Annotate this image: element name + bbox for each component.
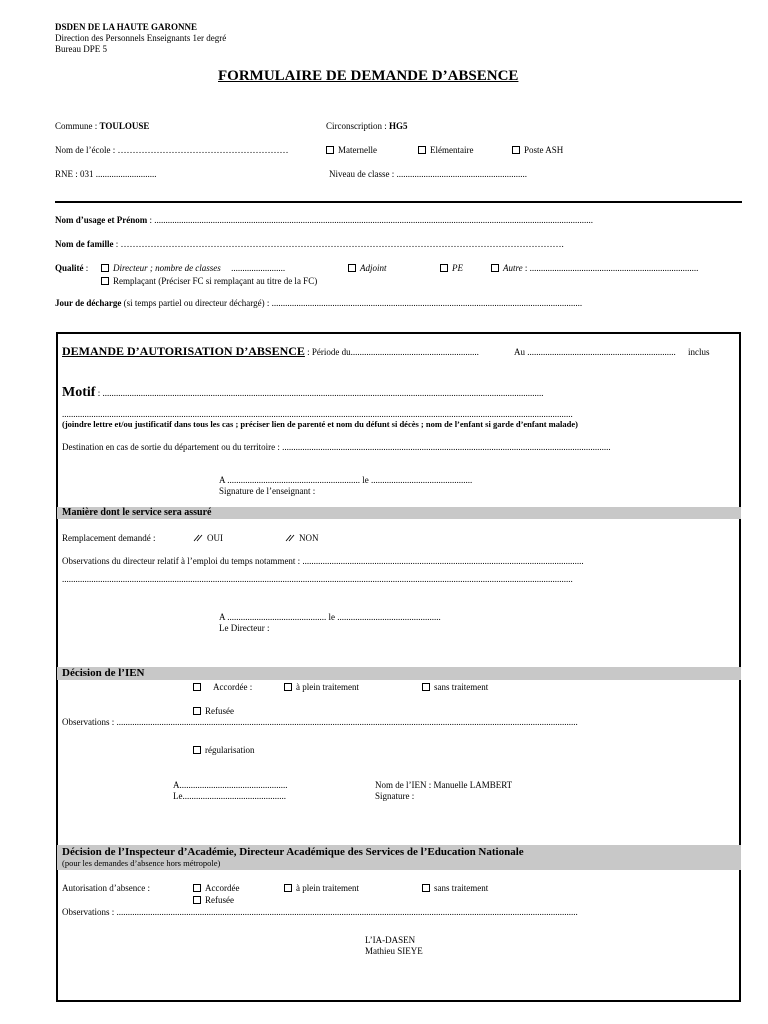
ia-plein-traitement[interactable] (284, 883, 359, 893)
remplacement-non-label: NON (299, 533, 319, 543)
ia-dasen-name: Mathieu SIEYE (365, 946, 423, 956)
nom-famille-dots: : …………………………………………………………………………………………………………………………………. (113, 239, 564, 249)
checkbox-icon[interactable] (193, 707, 201, 715)
ia-refusee[interactable] (193, 895, 234, 905)
autorisation-label: Autorisation d’absence : (62, 883, 150, 893)
remplacement-non[interactable] (285, 533, 319, 543)
checkbox-icon[interactable] (285, 534, 295, 542)
form-title: FORMULAIRE DE DEMANDE D’ABSENCE (218, 68, 519, 84)
qualite-pe[interactable] (440, 263, 463, 273)
remplacement-oui[interactable] (193, 533, 223, 543)
qualite-pe-label: PE (452, 263, 463, 273)
qualite-label: Qualité (55, 263, 84, 273)
qualite-row (55, 263, 88, 273)
ia-subheading: (pour les demandes d’absence hors métropole) (62, 858, 221, 868)
directeur-a-le[interactable]: A ............................................ le .............................................. (219, 612, 441, 622)
demande-heading: DEMANDE D’AUTORISATION D’ABSENCE (62, 344, 305, 358)
service-heading: Manière dont le service sera assuré (62, 507, 212, 518)
au-field[interactable]: Au .................................................................. (514, 347, 676, 357)
motif-dots: : .................................................................................................................................................................................................... (95, 388, 544, 398)
option-maternelle-label: Maternelle (338, 145, 377, 155)
section-divider (55, 201, 742, 203)
checkbox-icon[interactable] (193, 896, 201, 904)
qualite-remplacant[interactable] (101, 276, 317, 286)
ecole-field[interactable]: Nom de l’école : ………………………………………………… (55, 145, 289, 155)
option-maternelle[interactable] (326, 145, 377, 155)
qualite-adjoint-label: Adjoint (360, 263, 387, 273)
department-name: Direction des Personnels Enseignants 1er degré (55, 33, 227, 43)
org-name: DSDEN DE LA HAUTE GARONNE (55, 22, 198, 32)
ien-refusee-label: Refusée (205, 706, 234, 716)
jour-decharge-field[interactable] (55, 298, 582, 308)
checkbox-icon[interactable] (193, 746, 201, 754)
qualite-directeur[interactable] (101, 263, 285, 273)
option-poste-ash-label: Poste ASH (524, 145, 564, 155)
ien-regularisation[interactable] (193, 745, 254, 755)
ien-plein-label: à plein traitement (296, 682, 359, 692)
nom-ien: Nom de l’IEN : Manuelle LAMBERT (375, 780, 513, 790)
bureau-name: Bureau DPE 5 (55, 44, 107, 54)
enseignant-a-le[interactable]: A ........................................................... le ............................................. (219, 475, 473, 485)
jour-decharge-label: Jour de décharge (55, 298, 122, 308)
qualite-remplacant-label: Remplaçant (Préciser FC si remplaçant au titre de la FC) (113, 276, 318, 286)
ien-regularisation-label: régularisation (205, 745, 255, 755)
ien-le-field[interactable]: Le.............................................. (173, 791, 286, 801)
checkbox-icon[interactable] (284, 683, 292, 691)
checkbox-icon[interactable] (418, 146, 426, 154)
checkbox-icon[interactable] (193, 534, 203, 542)
ien-signature: Signature : (375, 791, 415, 801)
checkbox-icon[interactable] (193, 683, 201, 691)
nom-famille-label: Nom de famille (55, 239, 114, 249)
qualite-colon: : (83, 263, 89, 273)
niveau-field[interactable]: Niveau de classe : .......................................................... (329, 169, 527, 179)
checkbox-icon[interactable] (101, 277, 109, 285)
checkbox-icon[interactable] (512, 146, 520, 154)
qualite-directeur-dots: ........................ (231, 263, 286, 273)
observations-directeur-line-2[interactable]: ................................................................................................................................................................................................................................... (62, 574, 573, 584)
nom-usage-dots: : ................................................................................................................................................................................................... (147, 215, 593, 225)
circonscription-row (326, 121, 408, 131)
demande-heading-row (62, 345, 479, 359)
ien-refusee[interactable] (193, 706, 234, 716)
destination-field[interactable]: Destination en cas de sortie du département ou du territoire : .................................................................................................................................................. (62, 442, 611, 452)
ia-heading: Décision de l’Inspecteur d’Académie, Directeur Académique des Services de l’Education Nationale (62, 846, 524, 858)
ien-a-field[interactable]: A................................................ (173, 780, 288, 790)
checkbox-icon[interactable] (422, 884, 430, 892)
motif-label: Motif (62, 385, 96, 400)
commune-value[interactable]: TOULOUSE (99, 121, 150, 131)
observations-directeur-field[interactable]: Observations du directeur relatif à l’emploi du temps notamment : ............................................................................................................................. (62, 556, 584, 566)
checkbox-icon[interactable] (422, 683, 430, 691)
qualite-adjoint[interactable] (348, 263, 387, 273)
ia-plein-label: à plein traitement (296, 883, 359, 893)
signature-enseignant: Signature de l’enseignant : (219, 486, 316, 496)
nom-usage-label: Nom d’usage et Prénom (55, 215, 148, 225)
option-elementaire-label: Elémentaire (430, 145, 474, 155)
ien-header-bar (57, 667, 741, 680)
commune-row (55, 121, 149, 131)
jour-decharge-rest: (si temps partiel ou directeur déchargé) : .......................................................................................................................................... (121, 298, 583, 308)
checkbox-icon[interactable] (440, 264, 448, 272)
motif-line-2[interactable]: ................................................................................................................................................................................................................................... (62, 409, 573, 419)
commune-label: Commune : (55, 121, 98, 131)
inclus-label: inclus (688, 347, 710, 357)
qualite-directeur-label: Directeur ; nombre de classes (113, 263, 221, 273)
checkbox-icon[interactable] (284, 884, 292, 892)
ien-plein-traitement[interactable] (284, 682, 359, 692)
remplacement-label: Remplacement demandé : (62, 533, 156, 543)
qualite-autre-dots: : ........................................................................... (522, 263, 699, 273)
ien-accordee[interactable] (193, 682, 252, 692)
circonscription-label: Circonscription : (326, 121, 387, 131)
checkbox-icon[interactable] (193, 884, 201, 892)
ien-sans-traitement[interactable] (422, 682, 488, 692)
ia-observations-field[interactable]: Observations : ............................................................................................................................................................................................................. (62, 907, 578, 917)
checkbox-icon[interactable] (326, 146, 334, 154)
periode-field[interactable]: : Période du......................................................... (304, 347, 479, 357)
qualite-autre-label: Autre (503, 263, 523, 273)
ien-accordee-label: Accordée : (213, 682, 253, 692)
ia-dasen-title: L’IA-DASEN (365, 935, 416, 945)
nom-usage-field[interactable] (55, 215, 593, 225)
circonscription-value[interactable]: HG5 (389, 121, 408, 131)
ien-heading: Décision de l’IEN (62, 667, 145, 679)
checkbox-icon[interactable] (101, 264, 109, 272)
checkbox-icon[interactable] (491, 264, 499, 272)
ia-sans-traitement[interactable] (422, 883, 488, 893)
option-poste-ash[interactable] (512, 145, 563, 155)
checkbox-icon[interactable] (348, 264, 356, 272)
ien-observations-field[interactable]: Observations : ............................................................................................................................................................................................................. (62, 717, 578, 727)
option-elementaire[interactable] (418, 145, 473, 155)
ia-accordee-label: Accordée (205, 883, 240, 893)
motif-field[interactable] (62, 385, 543, 401)
ien-sans-label: sans traitement (434, 682, 489, 692)
ia-refusee-label: Refusée (205, 895, 234, 905)
ia-accordee[interactable] (193, 883, 239, 893)
nom-famille-field[interactable] (55, 239, 564, 249)
qualite-autre[interactable] (491, 263, 698, 273)
remplacement-oui-label: OUI (207, 533, 223, 543)
joindre-note: (joindre lettre et/ou justificatif dans tous les cas ; préciser lien de parenté et nom du défunt si décès ; nom de l’enfant si garde d’enfant malade) (62, 419, 578, 429)
rne-field[interactable]: RNE : 031 ........................... (55, 169, 157, 179)
le-directeur: Le Directeur : (219, 623, 270, 633)
ia-sans-label: sans traitement (434, 883, 489, 893)
